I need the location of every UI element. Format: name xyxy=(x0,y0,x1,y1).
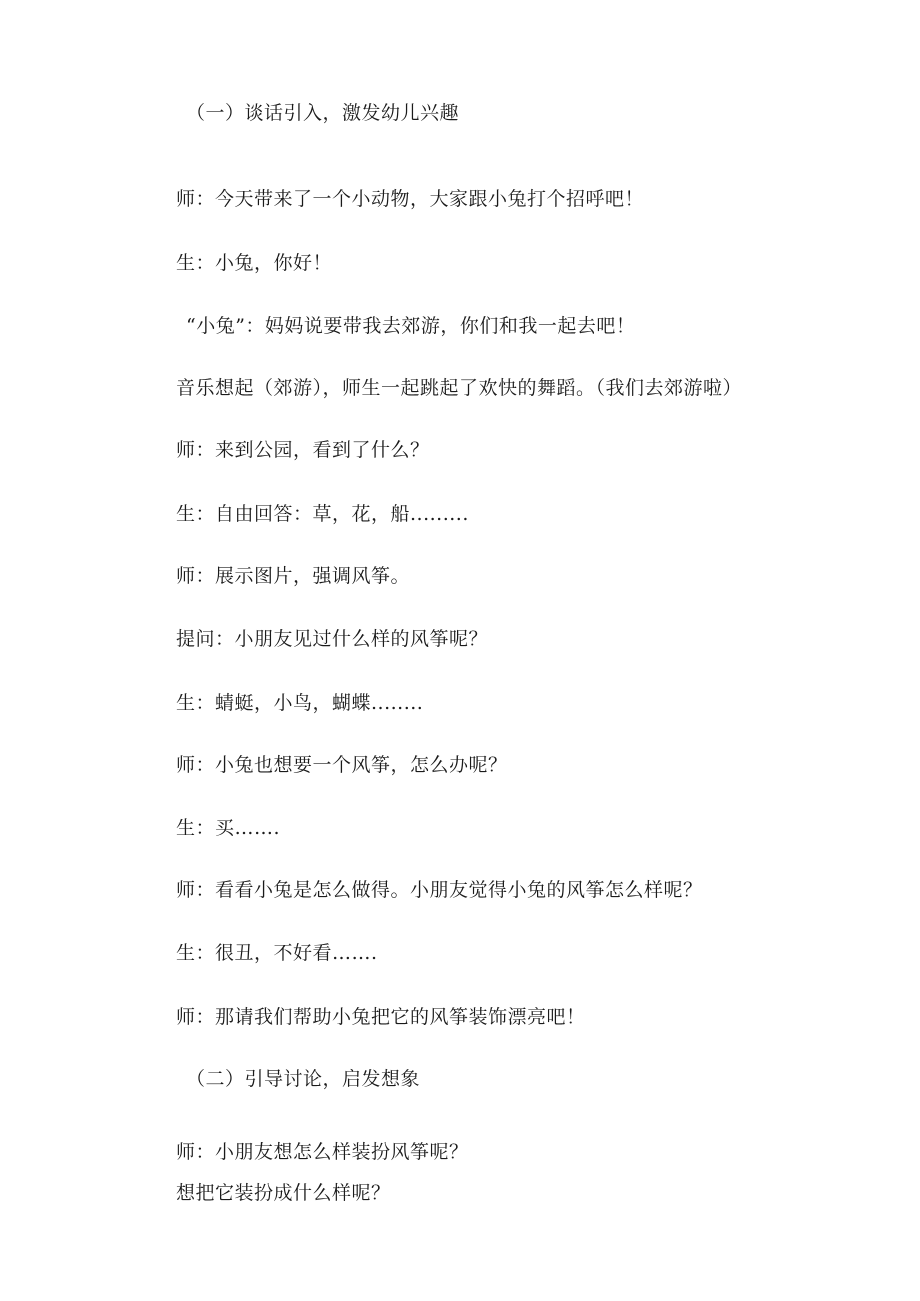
dialogue-line: “小兔”：妈妈说要带我去郊游，你们和我一起去吧！ xyxy=(186,315,636,337)
dialogue-line: 师：小朋友想怎么样装扮风筝呢？ xyxy=(176,1141,469,1163)
dialogue-line: 师：今天带来了一个小动物，大家跟小兔打个招呼吧！ xyxy=(176,188,645,210)
dialogue-line: 师：小兔也想要一个风筝，怎么办呢？ xyxy=(176,754,508,776)
dialogue-line: 生：自由回答：草，花，船......... xyxy=(176,503,469,525)
dialogue-line: 师：来到公园，看到了什么？ xyxy=(176,439,430,461)
dialogue-line: 提问：小朋友见过什么样的风筝呢？ xyxy=(176,628,489,650)
dialogue-line: 生：很丑，不好看……. xyxy=(176,942,378,964)
dialogue-line: 师：展示图片，强调风筝。 xyxy=(176,565,411,587)
dialogue-line: 想把它装扮成什么样呢？ xyxy=(176,1182,391,1204)
dialogue-line: 师：那请我们帮助小兔把它的风筝装饰漂亮吧！ xyxy=(176,1006,586,1028)
dialogue-line: 音乐想起（郊游），师生一起跳起了欢快的舞蹈。（我们去郊游啦） xyxy=(176,377,743,399)
section-heading-1: （一）谈话引入，激发幼儿兴趣 xyxy=(186,102,460,124)
dialogue-line: 生：蜻蜓，小鸟，蝴蝶........ xyxy=(176,692,424,714)
dialogue-line: 师：看看小兔是怎么做得。小朋友觉得小兔的风筝怎么样呢？ xyxy=(176,879,703,901)
section-heading-2: （二）引导讨论，启发想象 xyxy=(186,1068,421,1090)
dialogue-line: 生：小兔，你好！ xyxy=(176,252,333,274)
dialogue-line: 生：买……. xyxy=(176,817,281,839)
